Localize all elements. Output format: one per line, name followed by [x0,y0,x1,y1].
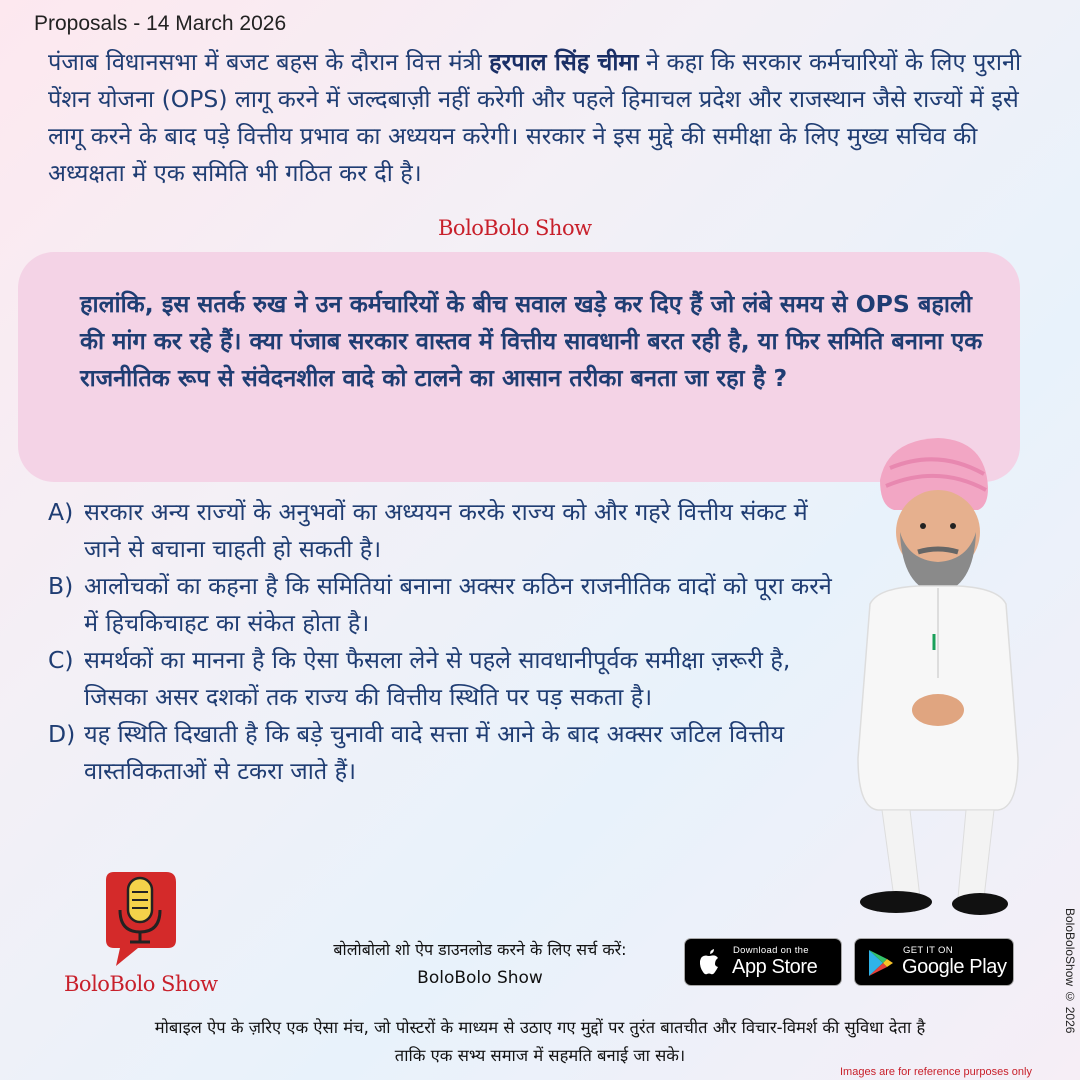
app-store-label: App Store [732,956,818,978]
app-store-small-label: Download on the [733,945,809,956]
download-cta [268,936,692,992]
app-name: BoloBolo Show [417,968,543,988]
option-d[interactable] [48,716,838,790]
microphone-icon [98,870,182,970]
brand-logo-text: BoloBolo Show [64,972,218,996]
minister-figure [838,428,1038,918]
footer-text [30,1014,1050,1070]
option-letter: C) [48,646,74,674]
copyright: BoloBoloShow © 2026 [1063,908,1077,1034]
option-text: यह स्थिति दिखाती है कि बड़े चुनावी वादे सत्ता में आने के बाद अक्सर जटिल वित्तीय वास्तविकताओं से टकरा जाते हैं। [84,720,785,785]
intro-text-after: ने कहा कि सरकार कर्मचारियों के लिए पुरानी पेंशन योजना (OPS) लागू करने में जल्दबाज़ी नहीं करेगी और पहले हिमाचल प्रदेश और राजस्थान जैसे राज्यों में इसे लागू करने के बाद पड़े वित्तीय प्रभाव का अध्ययन करेगी। सरकार ने इस मुद्दे की समीक्षा के लिए मुख्य सचिव की अध्यक्षता में एक समिति भी गठित कर दी है। [48,48,1022,187]
disclaimer: Images are for reference purposes only [840,1066,1032,1078]
google-play-small-label: GET IT ON [903,945,953,956]
option-a[interactable] [48,494,838,568]
question-text: हालांकि, इस सतर्क रुख ने उन कर्मचारियों के बीच सवाल खड़े कर दिए हैं जो लंबे समय से OPS बहाली की मांग कर रहे हैं। क्या पंजाब सरकार वास्तव में वित्तीय सावधानी बरत रही है, या फिर समिति बनाना एक राजनीतिक रूप से संवेदनशील वादे को टालने का आसान तरीका बनता जा रहा है ? [80,290,983,392]
option-text: समर्थकों का मानना है कि ऐसा फैसला लेने से पहले सावधानीपूर्वक समीक्षा ज़रूरी है, जिसका असर दशकों तक राज्य की वित्तीय स्थिति पर पड़ सकता है। [84,646,791,711]
option-letter: B) [48,572,74,600]
option-text: आलोचकों का कहना है कि समितियां बनाना अक्सर कठिन राजनीतिक वादों को पूरा करने में हिचकिचाहट का संकेत होता है। [84,572,832,637]
google-play-button[interactable] [854,938,1014,986]
intro-text-before: पंजाब विधानसभा में बजट बहस के दौरान वित्त मंत्री [48,48,490,76]
brand-watermark: BoloBolo Show [438,216,592,240]
apple-icon [695,948,725,978]
minister-name: हरपाल सिंह चीमा [489,48,639,76]
footer-line-2: ताकि एक सभ्य समाज में सहमति बनाई जा सके। [394,1046,686,1065]
app-store-button[interactable] [684,938,842,986]
intro-paragraph [48,44,1048,192]
option-text: सरकार अन्य राज्यों के अनुभवों का अध्ययन करके राज्य को और गहरे वित्तीय संकट में जाने से बचाना चाहती हो सकती है। [84,498,808,563]
option-letter: D) [48,720,76,748]
option-c[interactable] [48,642,838,716]
download-instruction: बोलोबोलो शो ऐप डाउनलोड करने के लिए सर्च करें: [333,940,627,959]
footer-line-1: मोबाइल ऐप के ज़रिए एक ऐसा मंच, जो पोस्टरों के माध्यम से उठाए गए मुद्दों पर तुरंत बातचीत और विचार-विमर्श की सुविधा देता है [154,1018,926,1037]
google-play-icon [865,948,895,978]
option-letter: A) [48,498,74,526]
option-b[interactable] [48,568,838,642]
google-play-label: Google Play [902,956,1007,978]
proposal-date: Proposals - 14 March 2026 [34,12,287,35]
options-list [48,494,838,790]
